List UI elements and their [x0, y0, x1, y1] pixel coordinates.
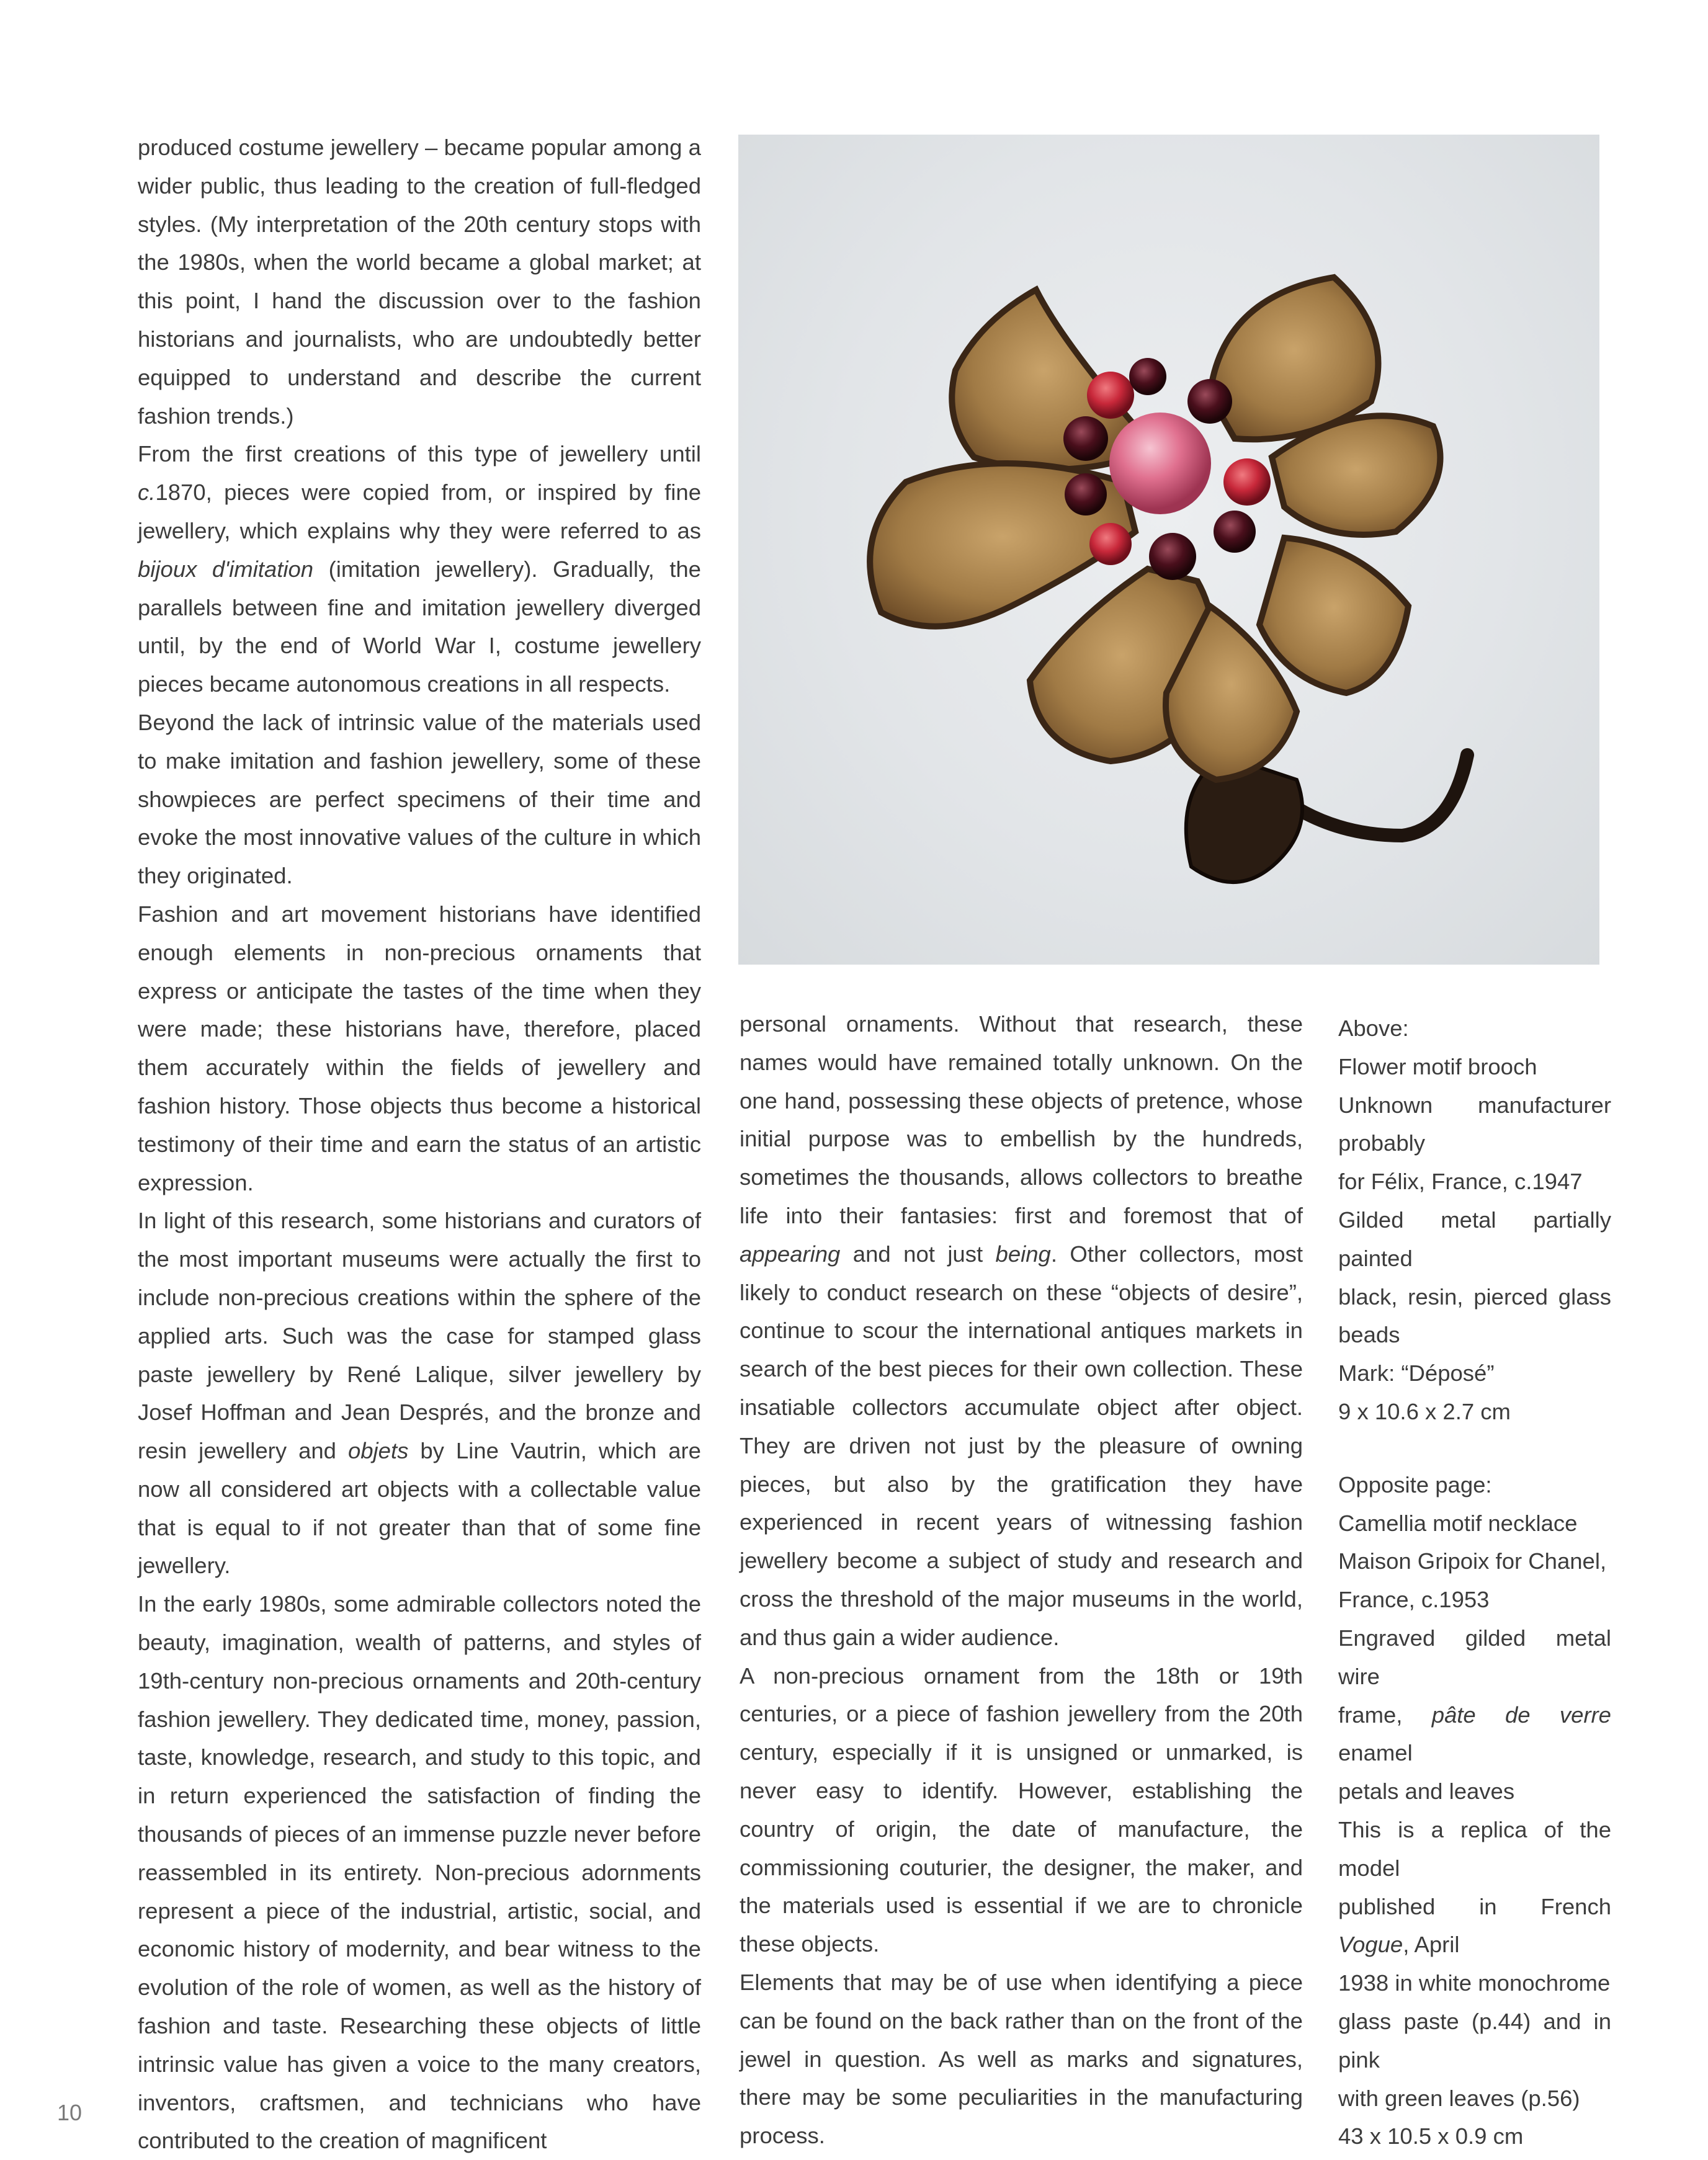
caption-above: Above: Flower motif brooch Unknown manufacturer probably for Félix, France, c.1947 Gilded metal partially painted black, resin, pierced glass beads Mark: “Déposé” 9 x 10.6 x 2.7 cm [1338, 1009, 1611, 1431]
caption-heading: Opposite page: [1338, 1471, 1492, 1497]
paragraph: Elements that may be of use when identifying a piece can be found on the back rather than on the front of the jewel in question. As well as marks and signatures, there may be some peculiarities in the manufacturing process. [740, 1969, 1303, 2149]
paragraph: Beyond the lack of intrinsic value of the materials used to make imitation and fashion jewellery, some of these showpieces are perfect specimens of their time and evoke the most innovative values of the culture in which they originated. [138, 709, 701, 889]
flower-brooch-illustration [738, 135, 1599, 965]
paragraph: In light of this research, some historians and curators of the most important museums were actually the first to include non-precious creations within the sphere of the applied arts. Such was the case for stamped glass paste jewellery by René Lalique, silver jewellery by Josef Hoffman and Jean Després, and the bronze and resin jewellery and objets by Line Vautrin, which are now all considered art objects with a collectable value that is equal to if not greater than that of some fine jewellery. [138, 1208, 701, 1579]
middle-text-column [740, 1005, 1303, 2155]
petals [870, 277, 1440, 780]
paragraph: In the early 1980s, some admirable collectors noted the beauty, imagination, wealth of patterns, and styles of 19th-century non-precious ornaments and 20th-century fashion jewellery. They dedicated time, money, passion, taste, knowledge, research, and study to this topic, and in return experienced the satisfaction of finding the thousands of pieces of an immense puzzle never before reassembled in its entirety. Non-precious adornments represent a piece of the industrial, artistic, social, and economic history of modernity, and bear witness to the evolution of the role of women, as well as the history of fashion and taste. Researching these objects of little intrinsic value has given a voice to the many creators, inventors, craftsmen, and technicians who have contributed to the creation of magnificent [138, 1591, 701, 2154]
paragraph: produced costume jewellery – became popular among a wider public, thus leading to the creation of full-fledged styles. (My interpretation of the 20th century stops with the 1980s, when the world became a global market; at this point, I hand the discussion over to the fashion historians and journalists, who are undoubtedly better equipped to understand and describe the current fashion trends.) [138, 135, 701, 429]
caption-opposite: Opposite page: Camellia motif necklace Maison Gripoix for Chanel, France, c.1953 Engraved gilded metal wire frame, pâte de verre enamel petals and leaves This is a replica of the model published in French Vogue, April 1938 in white monochrome glass paste (p.44) and in pink with green leaves (p.56) 43 x 10.5 x 0.9 cm [1338, 1466, 1611, 2156]
paragraph: A non-precious ornament from the 18th or 19th centuries, or a piece of fashion jewellery from the 20th century, especially if it is unsigned or unmarked, is never easy to identify. However, establishing the country of origin, the date of manufacture, the commissioning couturier, the designer, the maker, and the materials used is essential if we are to chronicle these objects. [740, 1662, 1303, 1957]
caption-column [1338, 1009, 1611, 2156]
page-number: 10 [57, 2100, 83, 2125]
paragraph: personal ornaments. Without that research, these names would have remained totally unknown. On the one hand, possessing these objects of pretence, whose initial purpose was to embellish by the hundreds, sometimes the thousands, allows collectors to breathe life into their fantasies: first and foremost that of appearing and not just being. Other collectors, most likely to conduct research on these “objects of desire”, continue to scour the international antiques markets in search of the best pieces for their own collection. These insatiable collectors accumulate object after object. They are driven not just by the pleasure of owning pieces, but also by the gratification they have experienced in recent years of witnessing fashion jewellery become a subject of study and research and cross the threshold of the major museums in the world, and thus gain a wider audience. [740, 1011, 1303, 1650]
brooch-photo [738, 135, 1599, 965]
paragraph: Fashion and art movement historians have identified enough elements in non-precious ornaments that express or anticipate the tastes of the time when they were made; these historians have, therefore, placed them accurately within the fields of jewellery and fashion history. Those objects thus become a historical testimony of their time and earn the status of an artistic expression. [138, 901, 701, 1195]
caption-heading: Above: [1338, 1015, 1409, 1041]
left-text-column [138, 128, 701, 2160]
paragraph: From the first creations of this type of jewellery until c.1870, pieces were copied from, or inspired by fine jewellery, which explains why they were referred to as bijoux d'imitation (imitation jewellery). Gradually, the parallels between fine and imitation jewellery diverged until, by the end of World War I, costume jewellery pieces became autonomous creations in all respects. [138, 441, 701, 697]
